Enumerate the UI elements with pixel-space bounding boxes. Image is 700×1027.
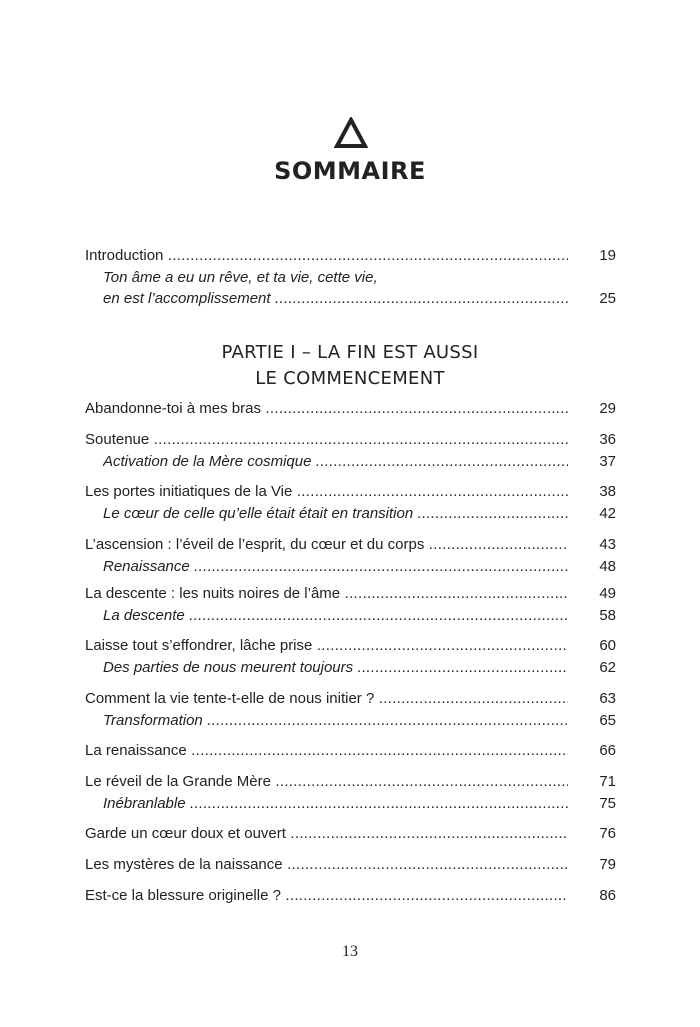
toc-entry-label: Introduction .....: [85, 245, 568, 267]
toc-subentry: [103, 710, 616, 732]
toc-entry-label: Renaissance .....: [103, 556, 568, 578]
toc-entry-page: 79: [599, 856, 616, 873]
toc-entry-page: 60: [599, 637, 616, 654]
toc-entry: [85, 854, 616, 876]
toc-entry-label: La descente .....: [103, 605, 568, 627]
toc-entry-page: 76: [599, 825, 616, 842]
toc-subentry: [103, 267, 616, 289]
toc-entry-label: Laisse tout s’effondrer, lâche prise .....: [85, 635, 568, 657]
toc-entry-page: 43: [599, 536, 616, 553]
toc-entry: [85, 583, 616, 605]
toc-entry-label: Inébranlable .....: [103, 793, 568, 815]
toc-entry-label: La descente : les nuits noires de l’âme .....: [85, 583, 568, 605]
toc-entry-page: 71: [599, 773, 616, 790]
triangle-icon: [334, 117, 368, 149]
toc-subentry: [103, 605, 616, 627]
toc-entry: [85, 823, 616, 845]
toc-entry-page: 66: [599, 742, 616, 759]
toc-entry-page: 25: [599, 290, 616, 307]
toc-entry-label: Le cœur de celle qu’elle était était en transition .....: [103, 503, 568, 525]
toc-entry: [85, 771, 616, 793]
toc-entry-page: 65: [599, 712, 616, 729]
toc-entry-label: Des parties de nous meurent toujours .....: [103, 657, 568, 679]
toc-entry-page: 49: [599, 585, 616, 602]
toc-entry: [85, 688, 616, 710]
toc-entry-page: 75: [599, 795, 616, 812]
toc-subentry: [103, 451, 616, 473]
toc-entry: [85, 885, 616, 907]
toc-entry-page: 62: [599, 659, 616, 676]
toc-entry-label: L’ascension : l’éveil de l’esprit, du cœur et du corps .....: [85, 534, 568, 556]
toc-entry-label: La renaissance .....: [85, 740, 568, 762]
toc-entry-label: Les portes initiatiques de la Vie .....: [85, 481, 568, 503]
toc-entry: [85, 740, 616, 762]
toc-entry-label: en est l’accomplissement .....: [103, 288, 568, 310]
toc-entry-label: Les mystères de la naissance .....: [85, 854, 568, 876]
toc-entry-page: 38: [599, 483, 616, 500]
toc-entry-label: Activation de la Mère cosmique .....: [103, 451, 568, 473]
page-title: SOMMAIRE: [274, 157, 426, 185]
toc-entry-page: 19: [599, 247, 616, 264]
toc-entry-page: 29: [599, 400, 616, 417]
toc-entry-label: Abandonne-toi à mes bras .....: [85, 398, 568, 420]
toc-entry-label: Le réveil de la Grande Mère .....: [85, 771, 568, 793]
page-number: 13: [342, 943, 358, 960]
toc-subentry: [103, 657, 616, 679]
toc-subentry: [103, 288, 616, 310]
toc-entry-label: Transformation .....: [103, 710, 568, 732]
toc-entry-page: 86: [599, 887, 616, 904]
toc-subentry: [103, 503, 616, 525]
toc-entry-page: 48: [599, 558, 616, 575]
toc-entry-label: Ton âme a eu un rêve, et ta vie, cette vie,: [103, 269, 378, 286]
toc-entry: [85, 429, 616, 451]
toc-entry-page: 37: [599, 453, 616, 470]
toc-entry-label: Est-ce la blessure originelle ? .....: [85, 885, 568, 907]
toc-entry-page: 63: [599, 690, 616, 707]
toc-entry-page: 58: [599, 607, 616, 624]
toc-subentry: [103, 556, 616, 578]
toc-entry: [85, 398, 616, 420]
part-heading-line2: LE COMMENCEMENT: [255, 368, 445, 389]
toc-entry: [85, 534, 616, 556]
toc-subentry: [103, 793, 616, 815]
part-heading-line1: PARTIE I – LA FIN EST AUSSI: [221, 342, 479, 363]
toc-entry-label: Soutenue .....: [85, 429, 568, 451]
toc-entry-page: 42: [599, 505, 616, 522]
toc-entry-page: 36: [599, 431, 616, 448]
toc-entry-label: Comment la vie tente-t-elle de nous initier ? .....: [85, 688, 568, 710]
toc-entry: [85, 245, 616, 267]
toc-entry-label: Garde un cœur doux et ouvert .....: [85, 823, 568, 845]
toc-entry: [85, 635, 616, 657]
toc-entry: [85, 481, 616, 503]
